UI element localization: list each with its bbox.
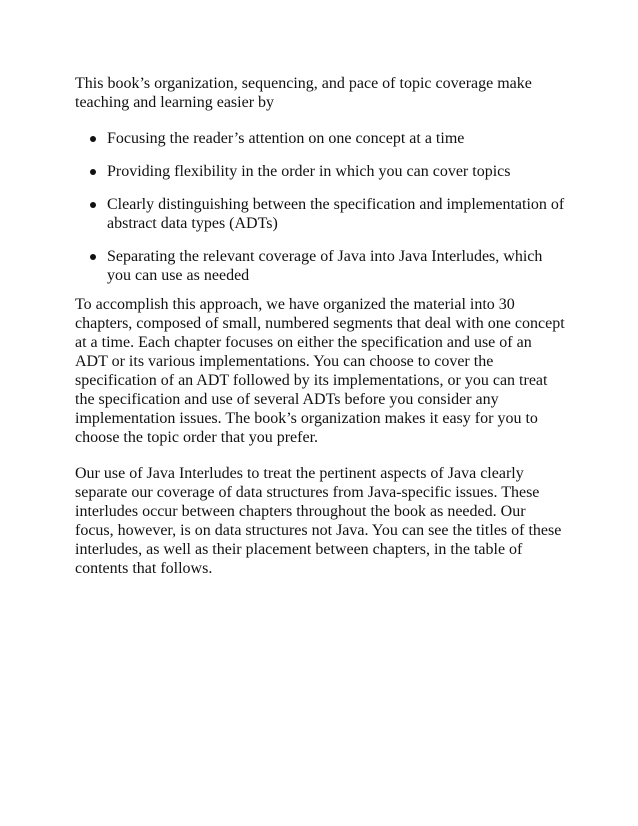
bullet-icon	[90, 254, 96, 260]
list-item	[75, 162, 565, 181]
list-item	[75, 195, 565, 233]
bullet-icon	[90, 202, 96, 208]
list-item-text: Separating the relevant coverage of Java into Java Interludes, which you can use as needed	[107, 248, 543, 284]
intro-paragraph: This book’s organization, sequencing, and pace of topic coverage make teaching and learning easier by	[75, 75, 532, 111]
list-item-text: Providing flexibility in the order in which you can cover topics	[107, 163, 511, 180]
list-item	[75, 247, 565, 285]
body-paragraph-interludes: Our use of Java Interludes to treat the pertinent aspects of Java clearly separate our coverage of data structures from Java-specific issues. These interludes occur between chapters throughout the book as needed. Our focus, however, is on data structures not Java. You can see the titles of these interludes, as well as their placement between chapters, in the table of contents that follows.	[75, 465, 562, 577]
list-item	[75, 129, 565, 148]
bullet-icon	[90, 169, 96, 175]
body-paragraph-organization: To accomplish this approach, we have organized the material into 30 chapters, composed of small, numbered segments that deal with one concept at a time. Each chapter focuses on either the specification and use of an ADT or its various implementations. You can choose to cover the specification of an ADT followed by its implementations, or you can treat the specification and use of several ADTs before you consider any implementation issues. The book’s organization makes it easy for you to choose the topic order that you prefer.	[75, 296, 565, 446]
bullet-icon	[90, 136, 96, 142]
list-item-text: Focusing the reader’s attention on one concept at a time	[107, 130, 465, 147]
document-page	[75, 74, 565, 595]
list-item-text: Clearly distinguishing between the specification and implementation of abstract data types (ADTs)	[107, 196, 565, 232]
bullet-list	[75, 129, 565, 285]
